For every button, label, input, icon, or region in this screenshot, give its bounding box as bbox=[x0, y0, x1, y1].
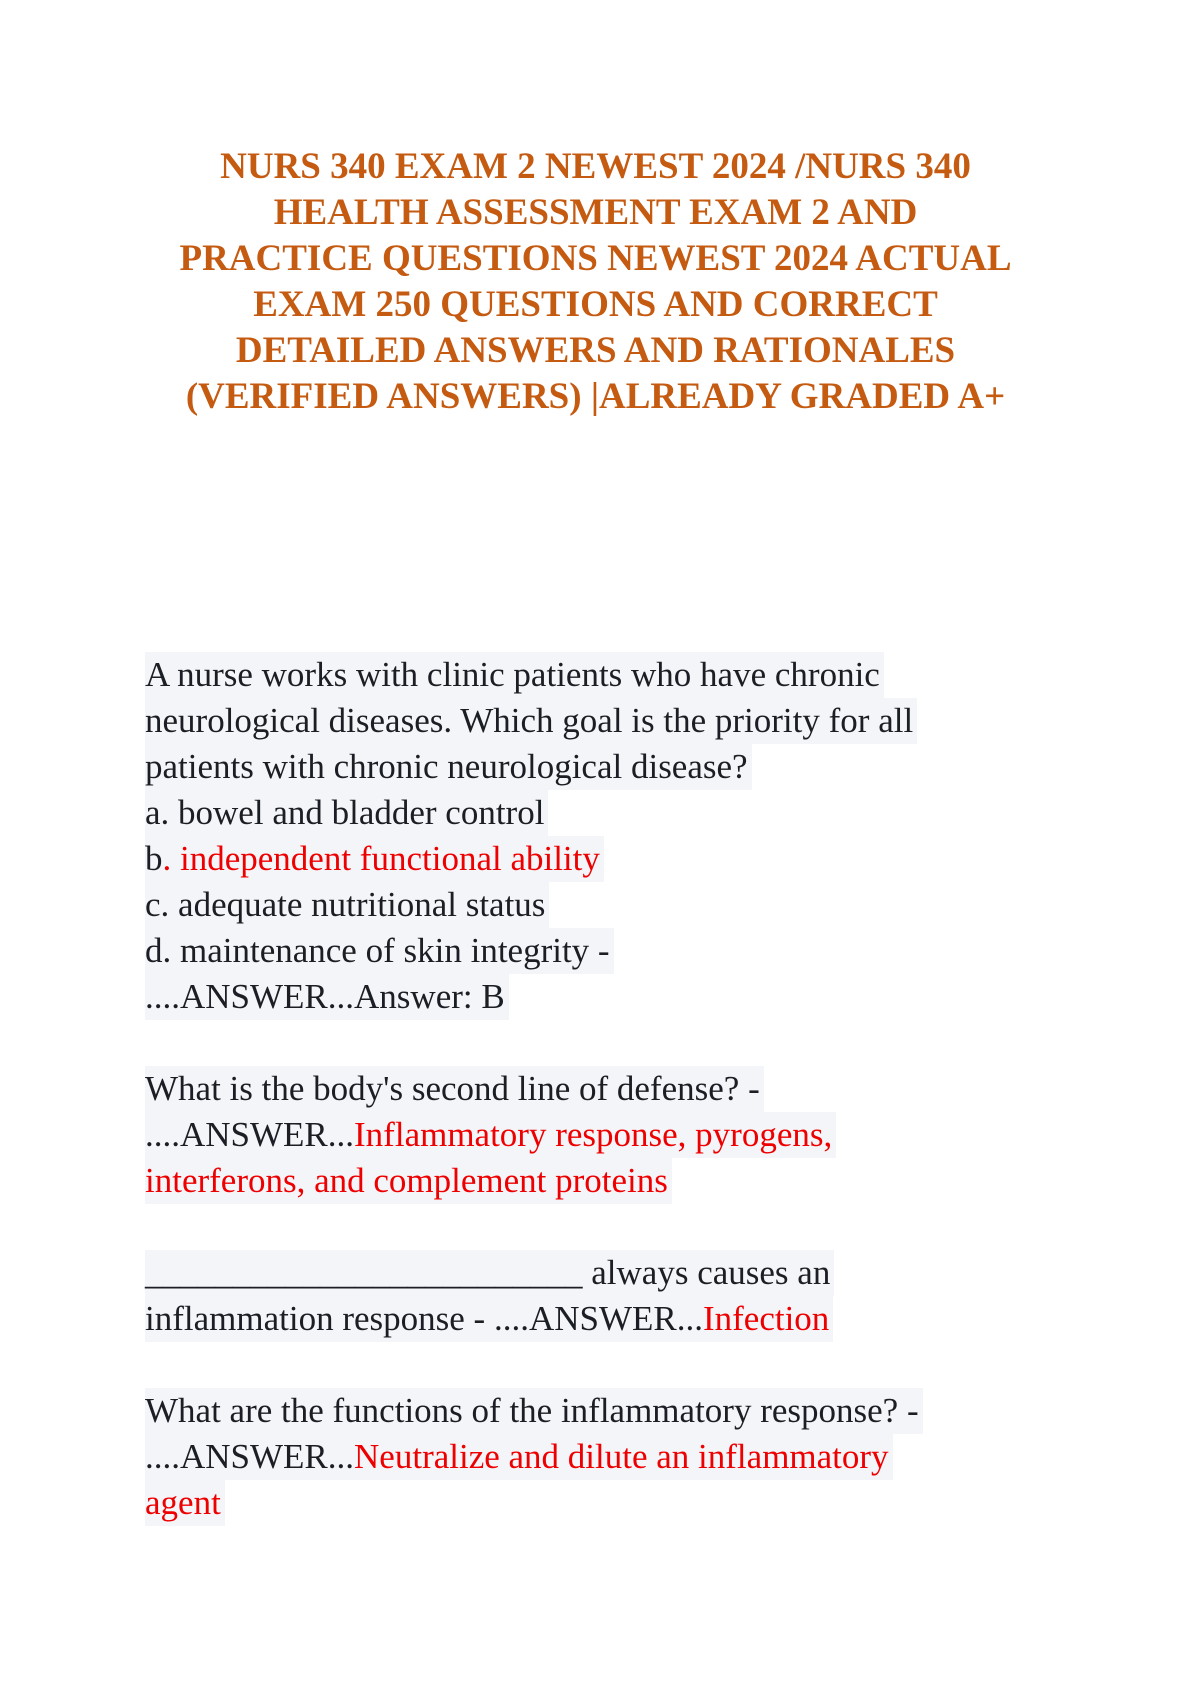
question-stem-line: What is the body's second line of defense? - bbox=[145, 1066, 764, 1112]
title-line: NURS 340 EXAM 2 NEWEST 2024 /NURS 340 bbox=[220, 146, 971, 187]
title-line: HEALTH ASSESSMENT EXAM 2 AND bbox=[273, 192, 918, 233]
question-stem-line: What are the functions of the inflammatory response? - bbox=[145, 1388, 923, 1434]
question-block-1 bbox=[145, 652, 1045, 1020]
question-block-2 bbox=[145, 1066, 1045, 1204]
option-c: c. adequate nutritional status bbox=[145, 882, 549, 928]
title-line: (VERIFIED ANSWERS) |ALREADY GRADED A+ bbox=[185, 376, 1006, 417]
question-block-3 bbox=[145, 1250, 1045, 1342]
answer-text-continued: agent bbox=[145, 1480, 225, 1526]
title-line: DETAILED ANSWERS AND RATIONALES bbox=[235, 330, 956, 371]
answer-line bbox=[145, 1434, 893, 1480]
answer-prefix: ....ANSWER... bbox=[145, 1437, 355, 1476]
question-stem-line: _________________________ always causes an bbox=[145, 1250, 834, 1296]
title-line: PRACTICE QUESTIONS NEWEST 2024 ACTUAL bbox=[179, 238, 1012, 279]
answer-prefix: ....ANSWER... bbox=[145, 1115, 355, 1154]
document-title bbox=[120, 144, 1071, 420]
answer-text: Infection bbox=[702, 1299, 830, 1338]
answer-line bbox=[145, 1112, 836, 1158]
question-block-4 bbox=[145, 1388, 1045, 1526]
answer-text: Neutralize and dilute an inflammatory bbox=[354, 1437, 889, 1476]
option-b-letter: b bbox=[145, 839, 163, 878]
answer-line bbox=[145, 1296, 833, 1342]
answer-text-continued: interferons, and complement proteins bbox=[145, 1158, 672, 1204]
title-line: EXAM 250 QUESTIONS AND CORRECT bbox=[253, 284, 938, 325]
option-d: d. maintenance of skin integrity - bbox=[145, 928, 614, 974]
question-list bbox=[145, 652, 1045, 1526]
answer-line: ....ANSWER...Answer: B bbox=[145, 974, 509, 1020]
answer-prefix: inflammation response - ....ANSWER... bbox=[145, 1299, 703, 1338]
option-b-text: . independent functional ability bbox=[162, 839, 600, 878]
question-stem-line: patients with chronic neurological disease? bbox=[145, 744, 752, 790]
question-stem-line: A nurse works with clinic patients who have chronic bbox=[145, 652, 884, 698]
question-stem-line: neurological diseases. Which goal is the priority for all bbox=[145, 698, 917, 744]
option-a: a. bowel and bladder control bbox=[145, 790, 548, 836]
answer-text: Inflammatory response, pyrogens, bbox=[354, 1115, 833, 1154]
option-b bbox=[145, 836, 604, 882]
